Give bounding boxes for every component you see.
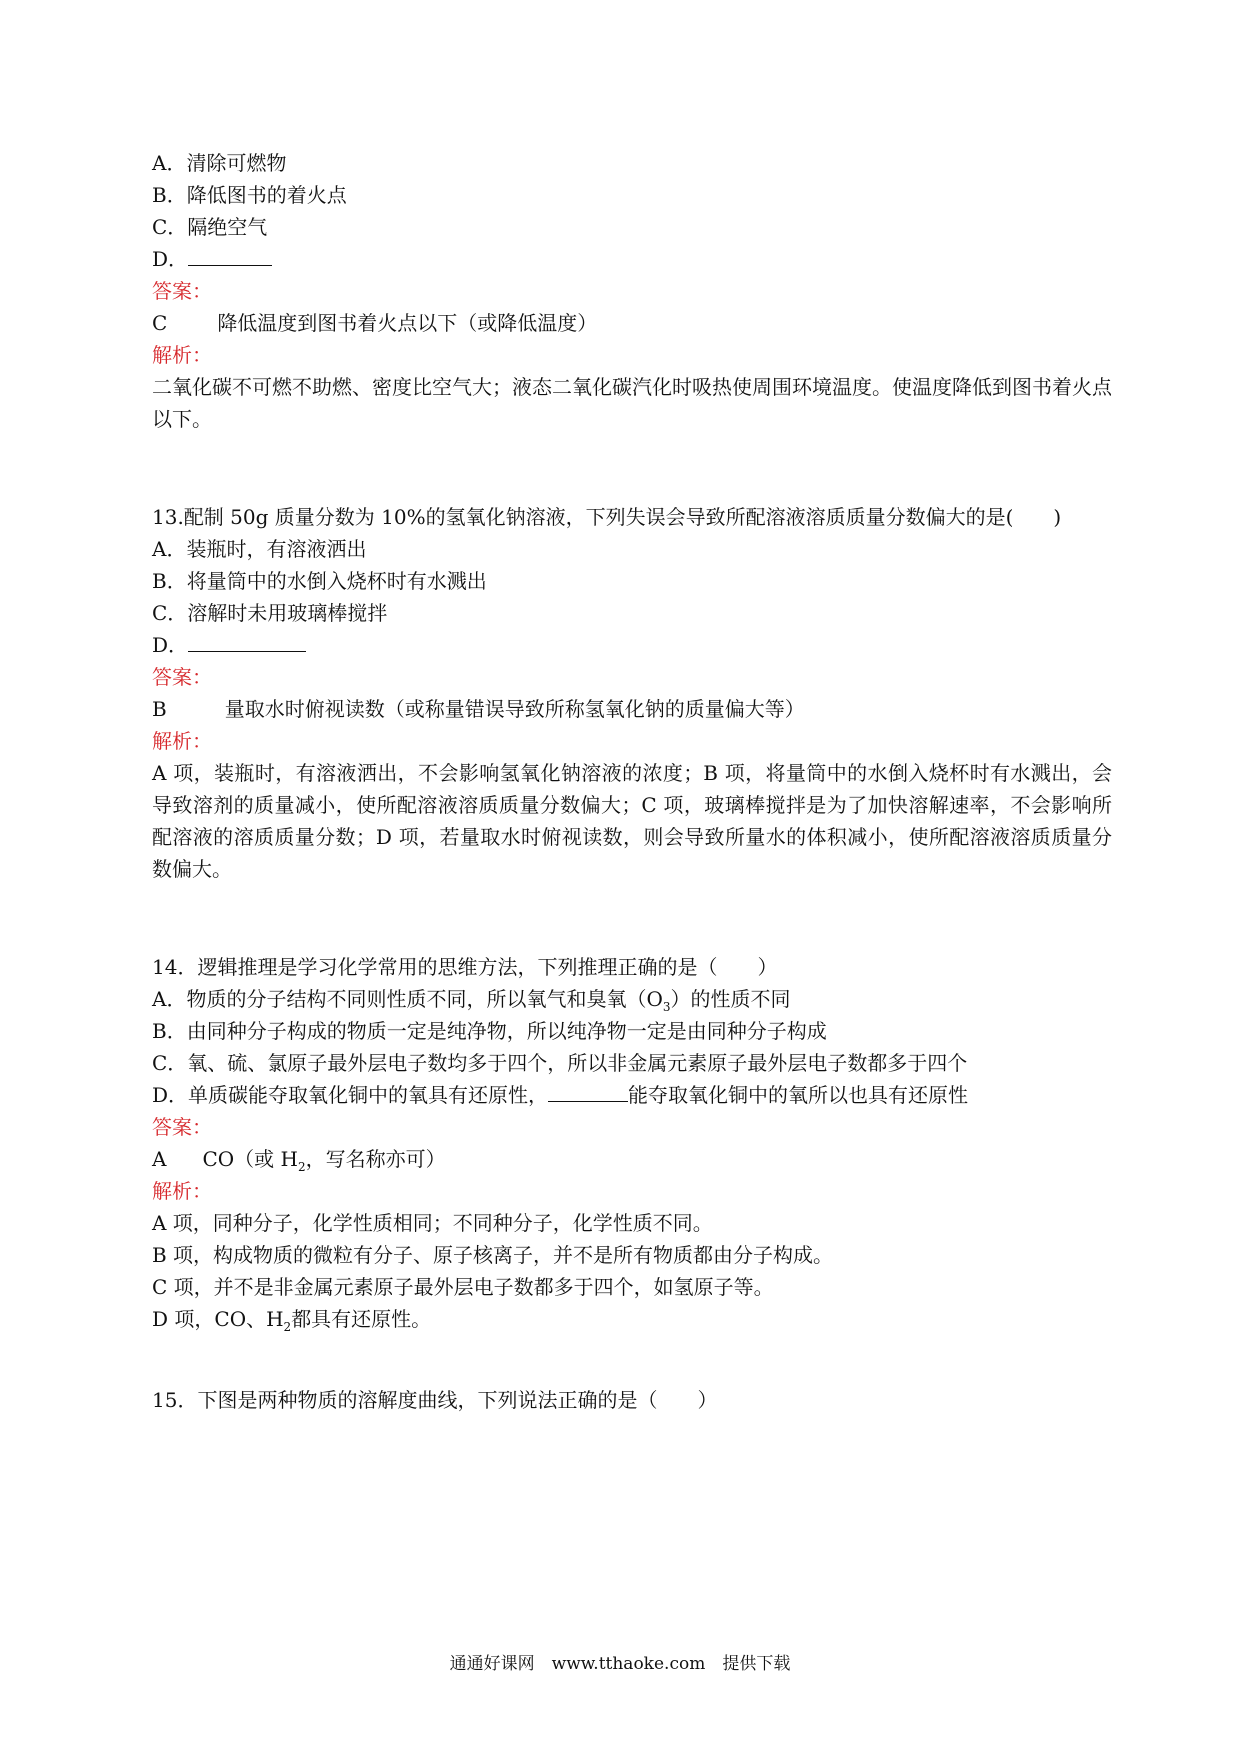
q12-option-d-blank	[188, 245, 272, 266]
q14-stem: 14．逻辑推理是学习化学常用的思维方法，下列推理正确的是（ ）	[152, 955, 778, 979]
q13-option-d-blank	[188, 631, 306, 652]
q14-option-d-blank	[548, 1081, 628, 1102]
q12-option-a: A．清除可燃物	[152, 151, 287, 175]
q12-answer-label: 答案：	[152, 279, 212, 303]
q12-answer-text: 降低温度到图书着火点以下（或降低温度）	[217, 311, 598, 335]
page-footer: 通通好课网 www.tthaoke.com 提供下载	[449, 1654, 791, 1674]
q12-option-d	[152, 243, 272, 275]
q14-option-a-text: A．物质的分子结构不同则性质不同，所以氧气和臭氧（O	[152, 987, 663, 1011]
q13-option-a: A．装瓶时，有溶液洒出	[152, 537, 367, 561]
q14-answer-text: CO（或 H	[202, 1147, 298, 1171]
q14-answer-choice: A	[152, 1147, 167, 1171]
q14-analysis-b: B 项，构成物质的微粒有分子、原子核离子，并不是所有物质都由分子构成。	[152, 1243, 834, 1267]
q13-option-b: B．将量筒中的水倒入烧杯时有水溅出	[152, 569, 487, 593]
q13-option-d	[152, 629, 306, 661]
q14-analysis-d-subscript: 2	[283, 1320, 292, 1334]
q14-analysis-d	[152, 1303, 431, 1335]
q14-analysis-d-tail: 都具有还原性。	[291, 1307, 432, 1331]
q14-option-d-tail: 能夺取氧化铜中的氧所以也具有还原性	[628, 1083, 969, 1107]
q14-analysis-a: A 项，同种分子，化学性质相同；不同种分子，化学性质不同。	[152, 1211, 713, 1235]
q14-analysis-c: C 项，并不是非金属元素原子最外层电子数都多于四个，如氢原子等。	[152, 1275, 774, 1299]
q14-option-c: C．氧、硫、氯原子最外层电子数均多于四个，所以非金属元素原子最外层电子数都多于四个	[152, 1051, 968, 1075]
q13-answer-text: 量取水时俯视读数（或称量错误导致所称氢氧化钠的质量偏大等）	[224, 697, 805, 721]
q12-option-b: B．降低图书的着火点	[152, 183, 347, 207]
q13-answer-label: 答案：	[152, 665, 212, 689]
q13-answer-choice: B	[152, 697, 167, 721]
q12-answer-choice: C	[152, 311, 168, 335]
q14-analysis-label: 解析：	[152, 1179, 212, 1203]
q14-option-a-subscript: 3	[662, 1000, 671, 1014]
q13-analysis-label: 解析：	[152, 729, 212, 753]
q13-stem: 13.配制 50g 质量分数为 10%的氢氧化钠溶液，下列失误会导致所配溶液溶质质量分数偏大的是( )	[152, 505, 1062, 529]
q14-answer-tail: ，写名称亦可）	[305, 1147, 446, 1171]
q14-answer-label: 答案：	[152, 1115, 212, 1139]
q14-answer	[152, 1143, 446, 1175]
q14-option-a	[152, 983, 790, 1015]
q12-option-c: C．隔绝空气	[152, 215, 268, 239]
q14-option-b: B．由同种分子构成的物质一定是纯净物，所以纯净物一定是由同种分子构成	[152, 1019, 827, 1043]
q13-option-d-label: D．	[152, 633, 189, 657]
q14-analysis-d-text: D 项，CO、H	[152, 1307, 284, 1331]
q13-option-c: C．溶解时未用玻璃棒搅拌	[152, 601, 388, 625]
q15-stem: 15．下图是两种物质的溶解度曲线，下列说法正确的是（ ）	[152, 1388, 718, 1412]
q13-answer	[152, 693, 805, 725]
q14-option-d	[152, 1079, 968, 1111]
q14-option-d-text: D．单质碳能夺取氧化铜中的氧具有还原性，	[152, 1083, 549, 1107]
q12-option-d-label: D．	[152, 247, 189, 271]
q12-answer	[152, 307, 597, 339]
q12-analysis-label: 解析：	[152, 343, 212, 367]
q12-analysis: 二氧化碳不可燃不助燃、密度比空气大；液态二氧化碳汽化时吸热使周围环境温度。使温度降低到图书着火点以下。	[152, 375, 1112, 431]
q13-analysis: A 项，装瓶时，有溶液洒出，不会影响氢氧化钠溶液的浓度；B 项，将量筒中的水倒入烧杯时有水溅出，会导致溶剂的质量减小，使所配溶液溶质质量分数偏大；C 项，玻璃棒搅拌是为了加快溶解速率，不会影响所配溶液的溶质质量分数；D 项，若量取水时俯视读数，则会导致所量水的体积减小，使所配溶液溶质质量分数偏大。	[152, 761, 1112, 881]
q14-option-a-tail: ）的性质不同	[670, 987, 791, 1011]
q14-answer-subscript: 2	[297, 1160, 306, 1174]
